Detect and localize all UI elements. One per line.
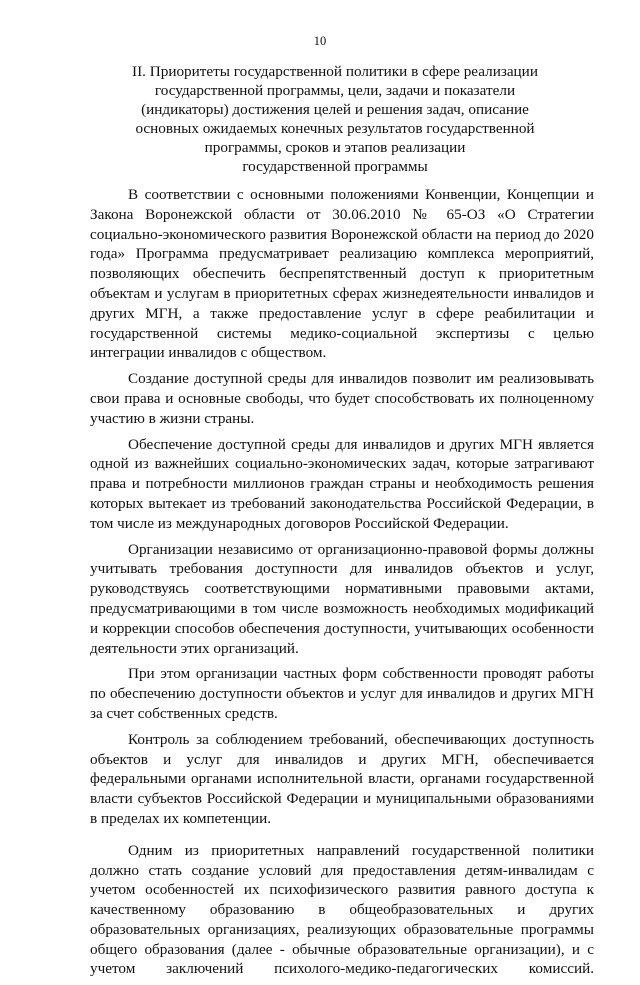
paragraph-accessible-environment: Создание доступной среды для инвалидов позволит им реализовывать свои права и основные свободы, что будет способствовать их полноценному участию в жизни страны. xyxy=(90,370,594,427)
heading-line: основных ожидаемых конечных результатов государственной xyxy=(135,120,535,137)
paragraph-control: Контроль за соблюдением требований, обеспечивающих доступность объектов и услуг для инвалидов и других МГН, обеспечивается федеральными органами исполнительной власти, органами государственной власти субъектов Российской Федерации и муниципальными образованиями в пределах их компетенции. xyxy=(90,730,594,827)
paragraph-strategy: В соответствии с основными положениями Конвенции, Концепции и Закона Воронежской области от 30.06.2010 № 65-ОЗ «О Стратегии социально-экономического развития Воронежской области на период до 2020 года» Программа предусматривает реализацию комплекса мероприятий, позволяющих обеспечить беспрепятственный доступ к приоритетным объектам и услугам в приоритетных сферах жизнедеятельности инвалидов и других МГН, а также предоставление услуг в сфере реабилитации и государственной системы медико-социальной экспертизы с целью интеграции инвалидов с обществом. xyxy=(90,186,594,362)
paragraph-organizations: Организации независимо от организационно-правовой формы должны учитывать требования доступности для инвалидов объектов и услуг, руководствуясь соответствующими нормативными правовыми актами, предусматривающими в том числе возможность необходимых модификаций и коррекции способов обеспечения доступности, учитывающих особенности деятельности этих организаций. xyxy=(90,540,594,657)
heading-line: (индикаторы) достижения целей и решения задач, описание xyxy=(141,101,529,118)
paragraph-socioeconomic-task: Обеспечение доступной среды для инвалидов и других МГН является одной из важнейших социально-экономических задач, которые затрагивают права и потребности миллионов граждан страны и необходимость решения которых вытекает из требований законодательства Российской Федерации, в том числе из международных договоров Российской Федерации. xyxy=(90,435,594,532)
page-number: 10 xyxy=(313,34,327,48)
heading-line: II. Приоритеты государственной политики в сфере реализации xyxy=(132,63,538,80)
document-body xyxy=(90,185,594,985)
paragraph-private-organizations: При этом организации частных форм собственности проводят работы по обеспечению доступности объектов и услуг для инвалидов и других МГН за счет собственных средств. xyxy=(90,665,594,722)
heading-line: государственной программы xyxy=(242,158,428,175)
paragraph-education-priority: Одним из приоритетных направлений государственной политики должно стать создание условий для предоставления детям-инвалидам с учетом особенностей их психофизического развития равного доступа к качественному образованию в общеобразовательных и других образовательных организациях, реализующих образовательные программы общего образования (далее - обычные образовательные организации), и с учетом заключений психолого-медико-педагогических комиссий. xyxy=(90,841,594,978)
heading-line: государственной программы, цели, задачи и показатели xyxy=(154,82,516,99)
heading-line: программы, сроков и этапов реализации xyxy=(204,139,466,156)
section-heading xyxy=(100,62,570,176)
